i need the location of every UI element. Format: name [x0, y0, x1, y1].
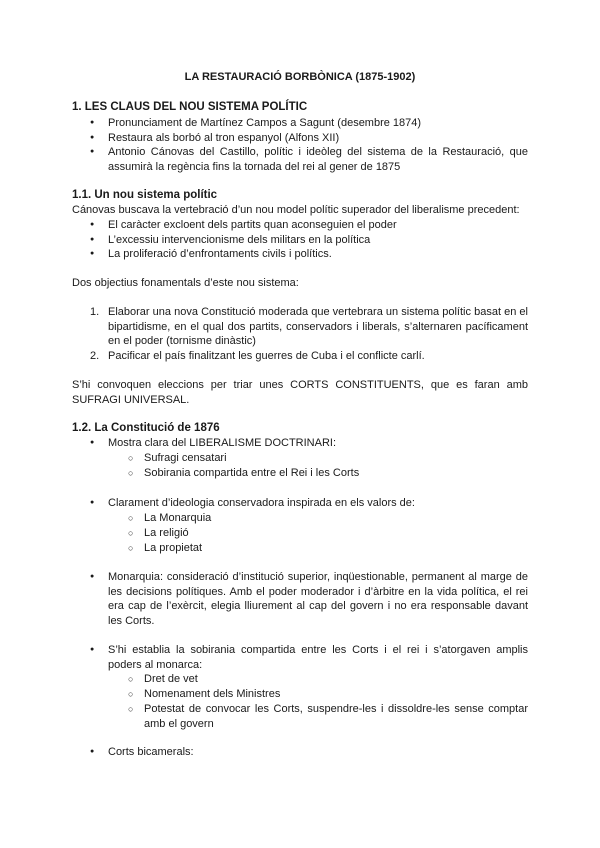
section-1-1-closing: S’hi convoquen eleccions per triar unes CORTS CONSTITUENTS, que es faran amb SUFRAGI UNIVERSAL. [72, 379, 528, 406]
list-item: ● La proliferació d’enfrontaments civils i polítics. [90, 247, 528, 262]
sub-list-item: ○ La religió [128, 526, 528, 541]
objectives-list [90, 305, 528, 363]
section-1-2-heading: 1.2. La Constitució de 1876 [72, 422, 220, 434]
sub-list-item: ○ Sufragi censatari [128, 451, 528, 466]
list-item: ● Corts bicamerals: [90, 745, 528, 760]
list-item: ● L’excessiu intervencionisme dels militars en la política [90, 233, 528, 248]
sub-list-item: ○ Potestat de convocar les Corts, suspendre-les i dissoldre-les sense comptar amb el govern [128, 702, 528, 732]
sub-list-item: ○ Sobirania compartida entre el Rei i les Corts [128, 466, 528, 481]
list-item: ● Clarament d’ideologia conservadora inspirada en els valors de: [90, 496, 528, 511]
list-item: ● Mostra clara del LIBERALISME DOCTRINARI: [90, 436, 528, 451]
sub-list-item: ○ Dret de vet [128, 672, 528, 687]
list-item: ● Restaura als borbó al tron espanyol (Alfons XII) [90, 131, 528, 146]
section-1-1-list [90, 218, 528, 262]
constitution-item-4 [90, 643, 528, 672]
sub-list-item: ○ La propietat [128, 541, 528, 556]
section-1-list [90, 116, 528, 174]
section-1-1-heading: 1.1. Un nou sistema polític [72, 189, 218, 201]
list-item: ● Antonio Cánovas del Castillo, polític i ideòleg del sistema de la Restauració, que assumirà la regència fins la tornada del rei al gener de 1875 [90, 145, 528, 174]
constitution-item-3 [90, 570, 528, 628]
list-item: ● El caràcter excloent dels partits quan aconseguien el poder [90, 218, 528, 233]
list-item: ● Pronunciament de Martínez Campos a Sagunt (desembre 1874) [90, 116, 528, 131]
item-text: Pacificar el país finalitzant les guerres de Cuba i el conflicte carlí. [108, 349, 425, 362]
constitution-item-4-sublist [128, 672, 528, 732]
list-item: ● S’hi establia la sobirania compartida entre les Corts i el rei i s’atorgaven amplis poders al monarca: [90, 643, 528, 672]
list-item: ● Monarquia: consideració d’institució superior, inqüestionable, permanent al marge de les decisions polítiques. Amb el poder moderador i d’àrbitre en la vida política, el rei era cap de l’exèrcit, elegia lliurement al cap del govern i no era responsable davant les Corts. [90, 570, 528, 628]
item-number: 1. [90, 306, 100, 318]
list-item [90, 349, 528, 364]
page-title: LA RESTAURACIÓ BORBÒNICA (1875-1902) [184, 71, 416, 83]
constitution-item-1-sublist [128, 451, 528, 481]
item-number: 2. [90, 349, 100, 362]
item-text: Elaborar una nova Constitució moderada que vertebrara un sistema polític basat en el bipartidisme, en el qual dos partits, conservadors i liberals, s’alternaren pacíficament en el poder (tornisme dinàstic) [108, 306, 528, 347]
sub-list-item: ○ La Monarquia [128, 511, 528, 526]
constitution-item-2 [90, 496, 528, 511]
objectives-intro: Dos objectius fonamentals d’este nou sistema: [72, 277, 299, 289]
list-item [90, 305, 528, 349]
constitution-item-2-sublist [128, 511, 528, 556]
sub-list-item: ○ Nomenament dels Ministres [128, 687, 528, 702]
constitution-item-5 [90, 745, 528, 760]
constitution-item-1 [90, 436, 528, 451]
section-1-heading: 1. LES CLAUS DEL NOU SISTEMA POLÍTIC [72, 101, 308, 113]
section-1-1-intro: Cánovas buscava la vertebració d’un nou model polític superador del liberalisme precedent: [72, 204, 520, 216]
